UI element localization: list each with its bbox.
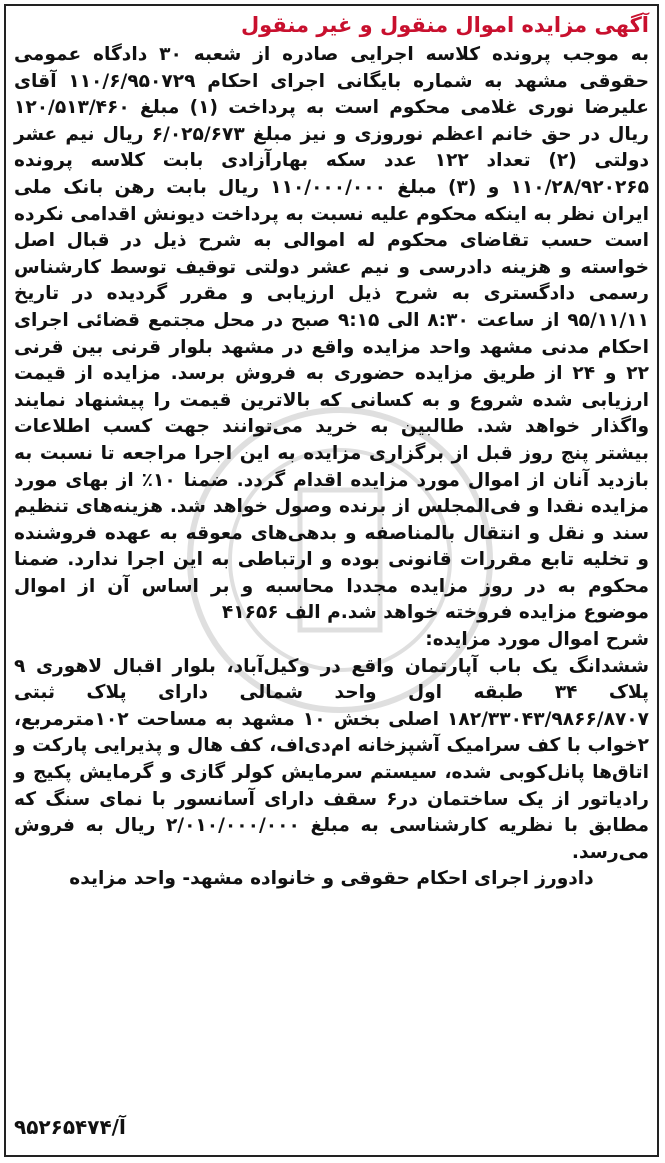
- notice-title: آگهی مزایده اموال منقول و غیر منقول: [240, 13, 649, 37]
- notice-body: به موجب پرونده کلاسه اجرایی صادره از شعبه ۳۰ دادگاه عمومی حقوقی مشهد به شماره بایگانی اجرای احکام ۱۱۰/۶/۹۵۰۷۲۹ آقای علیرضا نوری غلامی محکوم است به پرداخت (۱) مبلغ ۱۲۰/۵۱۳/۴۶۰ ریال در حق خانم اعظم نوروزی و نیز مبلغ ۶/۰۲۵/۶۷۳ ریال نیم عشر دولتی (۲) تعداد ۱۲۲ عدد سکه بهارآزادی بابت کلاسه پرونده ۱۱۰/۲۸/۹۲۰۲۶۵ و (۳) مبلغ ۱۱۰/۰۰۰/۰۰۰ ریال بابت رهن بانک ملی ایران نظر به اینکه محکوم علیه نسبت به پرداخت دیونش اقدامی نکرده است حسب تقاضای محکوم له اموالی به شرح ذیل در قبال اصل خواسته و هزینه دادرسی و نیم عشر دولتی توقیف توسط کارشناس رسمی دادگستری به شرح ذیل ارزیابی و مقرر گردیده در تاریخ ۹۵/۱۱/۱۱ از ساعت ۸:۳۰ الی ۹:۱۵ صبح در محل مجتمع قضائی اجرای احکام مدنی مشهد واحد مزایده واقع در مشهد بلوار قرنی بین قرنی ۲۲ و ۲۴ از طریق مزایده حضوری به فروش برسد. مزایده از قیمت ارزیابی شده شروع و به کسانی که بالاترین قیمت را پیشنهاد نمایند واگذار خواهد شد. طالبین به خرید می‌توانند جهت کسب اطلاعات بیشتر پنج روز قبل از برگزاری مزایده به این اجرا مراجعه تا نسبت به بازدید آنان از اموال مورد مزایده اقدام گردد. ضمنا ۱۰٪ از بهای مورد مزایده نقدا و فی‌المجلس از برنده وصول خواهد شد. هزینه‌های تنظیم سند و نقل و انتقال بالمناصفه و بدهی‌های معوقه به عهده فروشنده و تخلیه تابع مقررات قانونی بوده و ارتباطی به این اجرا ندارد. ضمنا محکوم به در روز مزایده مجددا محاسبه و بر اساس آن از اموال موضوع مزایده فروخته خواهد شد.م الف ۴۱۶۵۶: [14, 44, 650, 624]
- property-section-heading: شرح اموال مورد مزایده:: [425, 629, 649, 651]
- notice-code: آ/۹۵۲۶۵۴۷۴: [14, 1115, 126, 1139]
- notice-document: [14, 10, 649, 893]
- notice-signature: دادورز اجرای احکام حقوقی و خانواده مشهد- واحد مزایده: [69, 868, 594, 890]
- property-description: ششدانگ یک باب آپارتمان واقع در وکیل‌آباد، بلوار اقبال لاهوری ۹ پلاک ۳۴ طبقه اول واحد شمالی دارای پلاک ثبتی ۱۸۲/۳۳۰۴۳/۹۸۶۶/۸۷۰۷ اصلی بخش ۱۰ مشهد به مساحت ۱۰۲مترمربع، ۲خواب با کف سرامیک آشپزخانه ام‌دی‌اف، کف هال و پذیرایی پارکت و اتاق‌ها پانل‌کوبی شده، سیستم سرمایش کولر گازی و گرمایش پکیج و رادیاتور از یک ساختمان در۶ سقف دارای آسانسور با نمای سنگ که مطابق با نظریه کارشناسی به مبلغ ۲/۰۱۰/۰۰۰/۰۰۰ ریال به فروش می‌رسد.: [14, 655, 649, 863]
